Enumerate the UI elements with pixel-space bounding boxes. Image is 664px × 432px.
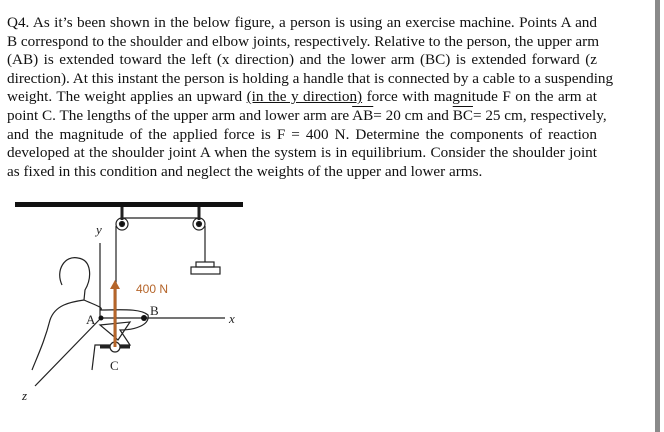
question-line: as fixed in this condition and neglect the weights of the upper and lower arms. bbox=[7, 162, 483, 180]
point-b-label: B bbox=[150, 303, 159, 318]
segment-ab: $\overline{AB}$ bbox=[352, 106, 374, 124]
question-line: (AB) is extended toward the left (x direction) and the lower arm (BC) is extended forward (z bbox=[7, 51, 597, 69]
exercise-machine-figure bbox=[0, 190, 280, 430]
weight bbox=[191, 267, 220, 274]
text-span: = 25 cm, respectively, bbox=[472, 106, 607, 124]
force-label: 400 N bbox=[136, 282, 169, 296]
text-span: point C. The lengths of the upper arm and lower arm are bbox=[7, 106, 353, 124]
question-line: direction). At this instant the person is holding a handle that is connected by a cable to a suspending bbox=[7, 69, 614, 87]
question-line bbox=[7, 88, 597, 107]
point-b-dot bbox=[141, 315, 147, 321]
y-axis-label: y bbox=[96, 222, 102, 237]
question-line: B correspond to the shoulder and elbow joints, respectively. Relative to the person, the upper arm bbox=[7, 32, 600, 50]
text-span: force with magnitude F on the arm at bbox=[362, 88, 597, 106]
point-a-label: A bbox=[86, 312, 96, 327]
point-c-label: C bbox=[110, 358, 119, 373]
question-line: Q4. As it’s been shown in the below figure, a person is using an exercise machine. Points A and bbox=[7, 14, 597, 31]
z-axis bbox=[35, 318, 101, 386]
point-a-dot bbox=[99, 316, 104, 321]
question-line: and the magnitude of the applied force is F = 400 N. Determine the components of reaction bbox=[7, 125, 597, 143]
text-span: = 20 cm and bbox=[373, 106, 453, 124]
question-text bbox=[7, 14, 614, 181]
segment-bc: $\overline{BC}$ bbox=[452, 106, 473, 124]
text-span: weight. The weight applies an upward bbox=[7, 88, 247, 106]
question-line: developed at the shoulder joint A when the system is in equilibrium. Consider the shoulder joint bbox=[7, 144, 597, 162]
z-axis-label: z bbox=[22, 388, 28, 403]
underlined-text: (in the y direction) bbox=[246, 88, 363, 106]
force-arrowhead bbox=[110, 280, 120, 289]
x-axis-label: x bbox=[229, 311, 235, 326]
ceiling-bar bbox=[15, 202, 243, 207]
page-edge bbox=[655, 0, 660, 432]
question-line bbox=[7, 106, 607, 126]
weight-top bbox=[196, 262, 214, 267]
